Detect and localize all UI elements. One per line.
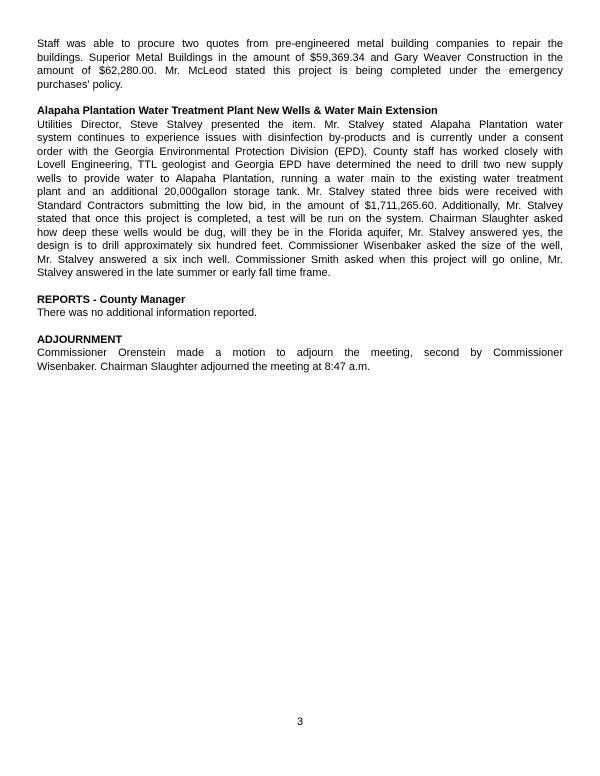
text-line: amount of $62,280.00. Mr. McLeod stated this project is being completed under the emergency [37,65,563,77]
text-line: buildings. Superior Metal Buildings in the amount of $59,369.34 and Gary Weaver Construction in the [37,51,563,64]
section-gap [37,92,563,105]
text-line: Mr. Stalvey answered a six inch well. Commissioner Smith asked when this project will go online, Mr. [37,253,563,266]
text-line: how deep these wells would be dug, will they be in the Florida aquifer, Mr. Stalvey answered yes, the [37,226,563,239]
text-line: wells to provide water to Alapaha Plantation, running a water main to the existing water treatment [37,172,563,185]
section-gap [37,281,563,294]
text-line: plant and an additional 20,000gallon storage tank. Mr. Stalvey stated three bids were received with [37,186,563,198]
text-line: Utilities Director, Steve Stalvey presented the item. Mr. Stalvey stated Alapaha Plantation water [37,118,563,131]
water-plant-paragraph [37,119,563,281]
text-line: Standard Contractors submitting the low bid, in the amount of $1,711,265.60. Additionally, Mr. Stalvey [37,199,563,212]
text-line: Lovell Engineering, TTL geologist and Georgia EPD have determined the need to drill two new supply [37,159,563,171]
intro-paragraph [37,38,563,92]
text-line: Commissioner Orenstein made a motion to adjourn the meeting, second by Commissioner [37,347,563,359]
section-heading-water-plant: Alapaha Plantation Water Treatment Plant New Wells & Water Main Extension [37,105,438,117]
section-gap [37,321,563,334]
text-line: Wisenbaker. Chairman Slaughter adjourned the meeting at 8:47 a.m. [37,360,371,373]
text-line: purchases' policy. [37,78,123,91]
text-line: order with the Georgia Environmental Protection Division (EPD). County staff has worked closely with [37,145,563,158]
reports-paragraph [37,307,563,321]
text-line: There was no additional information reported. [37,307,258,319]
text-line: design is to drill approximately six hundred feet. Commissioner Wisenbaker asked the size of the well, [37,240,563,252]
adjournment-paragraph [37,347,563,374]
text-line: Staff was able to procure two quotes from pre-engineered metal building companies to repair the [37,38,563,50]
text-line: Stalvey answered in the late summer or early fall time frame. [37,267,331,279]
section-heading-adjournment: ADJOURNMENT [37,333,123,346]
text-line: stated that once this project is completed, a test will be run on the system. Chairman Slaughter asked [37,213,563,225]
text-line: system continues to experience issues with disinfection by-products and is currently under a consent [37,132,563,144]
page-number: 3 [296,716,304,728]
section-heading-reports: REPORTS - County Manager [37,293,186,306]
document-body [37,38,563,374]
